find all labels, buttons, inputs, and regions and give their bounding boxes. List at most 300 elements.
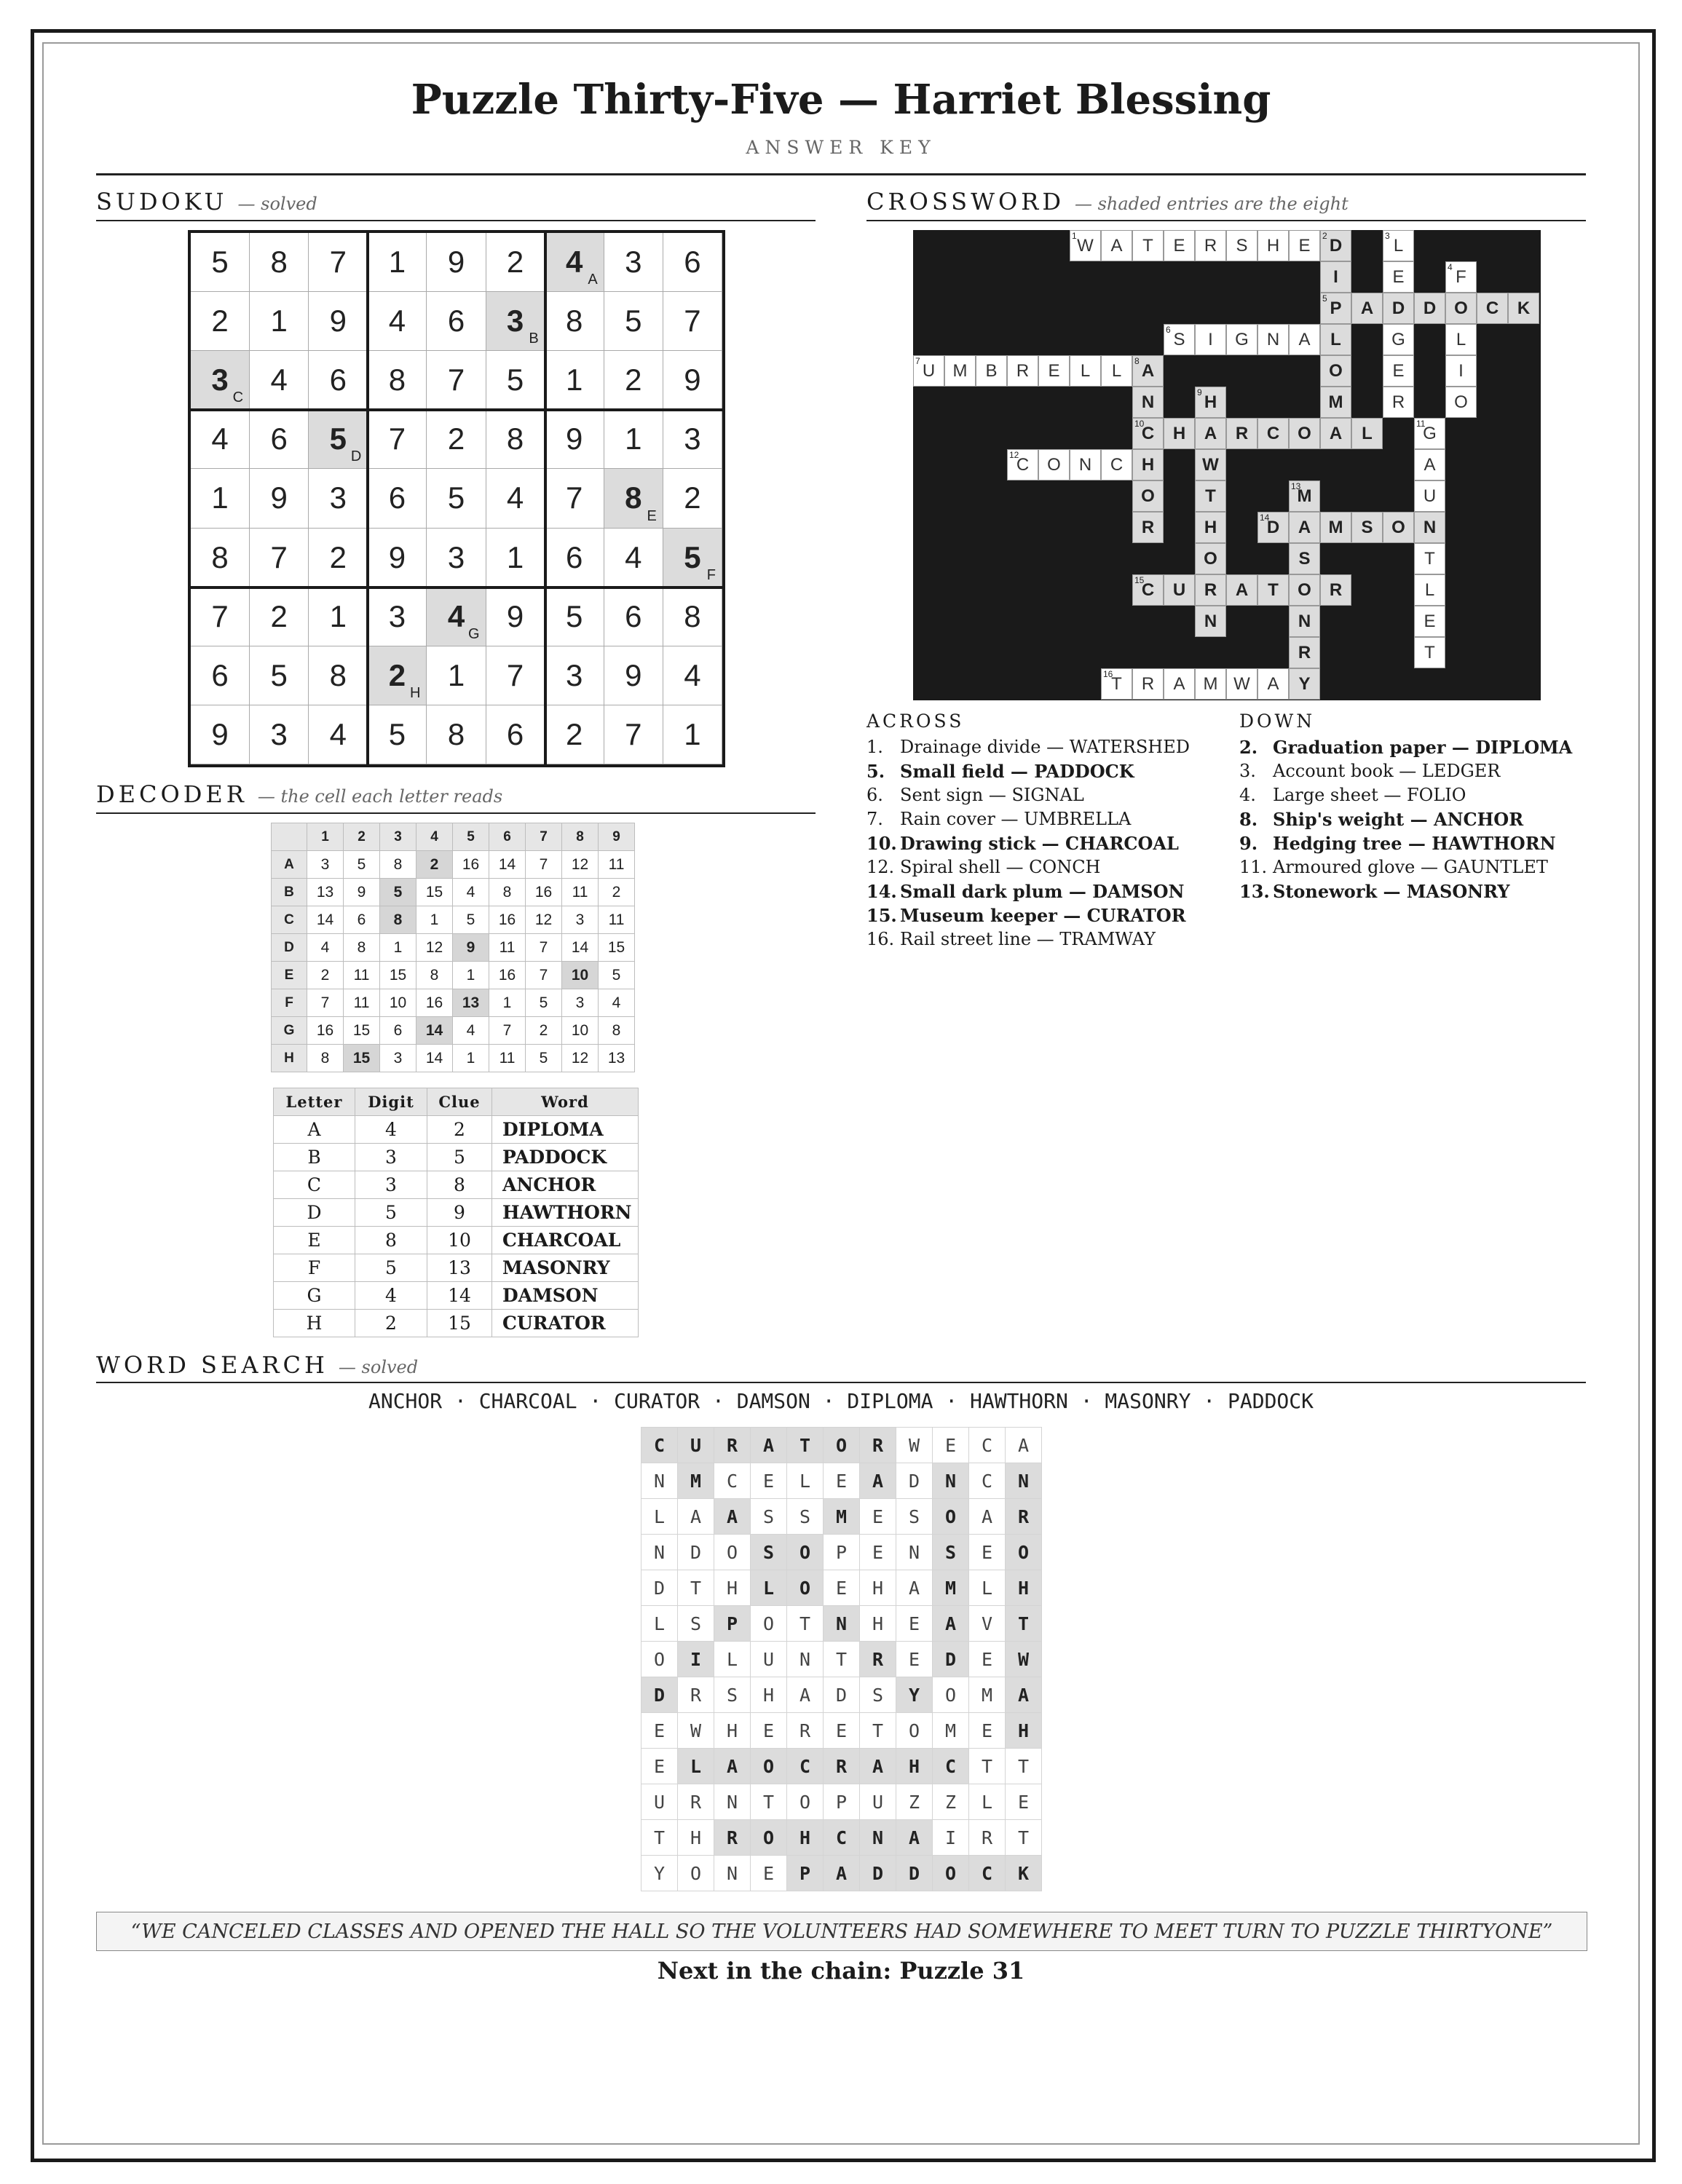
- decoder-cell: 14: [489, 851, 526, 879]
- word-search-cell: M: [933, 1570, 969, 1606]
- decoder-heading: [96, 780, 502, 808]
- clue-number: 1.: [866, 737, 883, 757]
- decoder-cell: 15: [344, 1017, 380, 1045]
- crossword-clue-number: 3: [1385, 231, 1390, 241]
- crossword-cell: [1195, 606, 1226, 637]
- decoder-row: [272, 989, 635, 1017]
- decoder-cell: 10: [562, 1017, 599, 1045]
- decoder-column-header: 1: [307, 823, 344, 851]
- sudoku-cell: [486, 646, 545, 705]
- word-search-cell: S: [896, 1499, 933, 1535]
- word-search-cell: Y: [896, 1677, 933, 1713]
- decoder-cell: 10: [562, 962, 599, 989]
- word-search-cell: Y: [641, 1856, 678, 1891]
- sudoku-cell: [368, 469, 427, 528]
- decoder-cell: 2: [526, 1017, 562, 1045]
- crossword-cell: [1508, 293, 1539, 324]
- crossword-cell: [1132, 230, 1164, 261]
- sudoku-digit: 4: [270, 363, 288, 397]
- clue-text: Rail street line — TRAMWAY: [900, 929, 1156, 949]
- key-column-header: Digit: [355, 1088, 427, 1116]
- crossword-letter: N: [1078, 454, 1092, 475]
- crossword-cell: [1226, 230, 1257, 261]
- decoder-cell: 7: [489, 1017, 526, 1045]
- key-word-cell: DAMSON: [492, 1282, 639, 1310]
- crossword-cell: [1101, 668, 1132, 700]
- crossword-letter: U: [1423, 486, 1437, 506]
- crossword-cell: [1477, 293, 1508, 324]
- key-header-row: [274, 1088, 639, 1116]
- sudoku-digit: 5: [211, 245, 229, 280]
- crossword-cell: [1289, 418, 1320, 449]
- word-search-cell: W: [1006, 1642, 1042, 1677]
- word-search-cell: L: [969, 1784, 1006, 1820]
- word-search-cell: M: [678, 1463, 714, 1499]
- decoder-cell: 12: [416, 934, 453, 962]
- word-search-cell: T: [787, 1606, 824, 1642]
- sudoku-digit: 4: [211, 422, 229, 456]
- sudoku-cell: [663, 587, 722, 646]
- crossword-letter: O: [1141, 486, 1155, 506]
- crossword-letter: M: [1328, 517, 1343, 537]
- sudoku-digit: 1: [270, 304, 288, 339]
- sudoku-cell: [427, 351, 486, 410]
- crossword-cell: [1132, 418, 1164, 449]
- word-search-cell: R: [969, 1820, 1006, 1856]
- decoder-cell: 9: [344, 879, 380, 906]
- word-search-rule: [96, 1382, 1586, 1383]
- sudoku-digit: 9: [566, 422, 583, 456]
- word-search-cell: E: [860, 1535, 896, 1570]
- clue-row: [1239, 783, 1572, 807]
- sudoku-digit: 9: [211, 716, 229, 751]
- crossword-cell: [1351, 512, 1383, 543]
- clue-number: 5.: [866, 761, 885, 782]
- key-column-header: Letter: [274, 1088, 355, 1116]
- decoder-cell: 13: [599, 1045, 635, 1072]
- crossword-letter: D: [1329, 235, 1343, 256]
- crossword-letter: W: [1233, 673, 1250, 694]
- crossword-cell: [1007, 355, 1038, 387]
- decoder-cell: 12: [562, 851, 599, 879]
- word-search-word-list: ANCHOR · CHARCOAL · CURATOR · DAMSON · DIPLOMA · HAWTHORN · MASONRY · PADDOCK: [368, 1389, 1314, 1413]
- sudoku-digit: 8: [211, 539, 229, 574]
- word-search-note: — solved: [338, 1357, 419, 1377]
- clue-number: 11.: [1239, 857, 1268, 877]
- sudoku-cell: [368, 646, 427, 705]
- clue-number: 7.: [866, 809, 883, 829]
- crossword-clue-number: 14: [1260, 513, 1270, 523]
- sudoku-heading: [96, 188, 317, 215]
- clue-row: [866, 831, 1190, 855]
- word-search-cell: C: [969, 1463, 1006, 1499]
- crossword-heading: [866, 188, 1349, 215]
- crossword-letter: N: [1298, 611, 1311, 631]
- crossword-letter: A: [1360, 298, 1374, 318]
- word-search-cell: M: [824, 1499, 860, 1535]
- crossword-note: — shaded entries are the eight: [1074, 194, 1349, 214]
- sudoku-digit: 6: [270, 422, 288, 456]
- key-cell: C: [274, 1171, 355, 1199]
- decoder-cell: 12: [562, 1045, 599, 1072]
- crossword-letter: F: [1456, 266, 1466, 287]
- crossword-letter: B: [985, 360, 998, 381]
- word-search-cell: S: [787, 1499, 824, 1535]
- clue-number: 6.: [866, 785, 883, 805]
- sudoku-digit: 7: [684, 304, 701, 339]
- key-row: [274, 1227, 639, 1254]
- crossword-letter: Y: [1298, 673, 1311, 694]
- word-search-cell: T: [1006, 1749, 1042, 1784]
- key-row: [274, 1254, 639, 1282]
- decoder-row: [272, 962, 635, 989]
- decoder-row: [272, 906, 635, 934]
- decoder-cell: 7: [307, 989, 344, 1017]
- word-search-cell: R: [824, 1749, 860, 1784]
- sudoku-digit: 8: [684, 598, 701, 633]
- sudoku-cell: [663, 705, 722, 764]
- sudoku-cell: [545, 233, 604, 292]
- crossword-clue-number: 4: [1448, 262, 1453, 272]
- crossword-cell: [1383, 293, 1414, 324]
- crossword-cell: [1320, 387, 1351, 418]
- sudoku-cell: [486, 233, 545, 292]
- decoder-cell: 7: [526, 962, 562, 989]
- word-search-cell: C: [787, 1749, 824, 1784]
- word-search-cell: C: [641, 1428, 678, 1463]
- word-search-cell: C: [824, 1820, 860, 1856]
- sudoku-digit: 4: [506, 480, 524, 515]
- crossword-cell: [1132, 449, 1164, 480]
- key-cell: 2: [355, 1310, 427, 1337]
- key-cell: 5: [427, 1144, 492, 1171]
- clue-number: 4.: [1239, 785, 1256, 805]
- crossword-cell: [1320, 261, 1351, 293]
- word-search-cell: E: [969, 1535, 1006, 1570]
- sudoku-cell: [427, 646, 486, 705]
- sudoku-digit: 1: [625, 422, 642, 456]
- word-search-row: [641, 1535, 1042, 1570]
- crossword-cell: [1383, 261, 1414, 293]
- word-search-cell: A: [678, 1499, 714, 1535]
- word-search-cell: U: [860, 1784, 896, 1820]
- word-search-cell: D: [678, 1535, 714, 1570]
- decoder-column-header: 4: [416, 823, 453, 851]
- crossword-letter: A: [1141, 360, 1155, 381]
- key-cell: 15: [427, 1310, 492, 1337]
- word-search-row: [641, 1856, 1042, 1891]
- crossword-letter: C: [1266, 423, 1280, 443]
- word-search-cell: I: [678, 1642, 714, 1677]
- decoder-cell: 14: [416, 1045, 453, 1072]
- word-search-cell: E: [896, 1642, 933, 1677]
- sudoku-cell: [545, 351, 604, 410]
- word-search-cell: D: [896, 1856, 933, 1891]
- crossword-letter: W: [1202, 454, 1219, 475]
- word-search-cell: O: [933, 1499, 969, 1535]
- crossword-letter: R: [1329, 579, 1343, 600]
- word-search-cell: R: [1006, 1499, 1042, 1535]
- crossword-cell: [1101, 355, 1132, 387]
- crossword-letter: G: [1235, 329, 1249, 349]
- word-search-cell: A: [896, 1570, 933, 1606]
- key-cell: E: [274, 1227, 355, 1254]
- crossword-cell: [1289, 574, 1320, 606]
- sudoku-cell: [604, 410, 663, 469]
- crossword-clue-number: 16: [1103, 669, 1113, 679]
- sudoku-cell: [604, 469, 663, 528]
- sudoku-digit: 6: [211, 657, 229, 692]
- decoder-cell: 6: [380, 1017, 416, 1045]
- clue-row: [866, 735, 1190, 759]
- sudoku-cell: [250, 292, 309, 351]
- crossword-letter: D: [1266, 517, 1280, 537]
- crossword-letter: O: [1204, 548, 1217, 569]
- crossword-letter: C: [1141, 423, 1155, 443]
- crossword-letter: O: [1454, 298, 1468, 318]
- crossword-cell: [1164, 418, 1195, 449]
- crossword-letter: L: [1424, 579, 1435, 600]
- sudoku-cell-letter: E: [647, 507, 657, 524]
- down-clue-list: [1239, 735, 1572, 903]
- crossword-cell: [1414, 293, 1445, 324]
- sudoku-cell: [604, 233, 663, 292]
- crossword-letter: D: [1391, 298, 1405, 318]
- decoder-cell: 8: [344, 934, 380, 962]
- word-search-cell: N: [860, 1820, 896, 1856]
- crossword-clue-number: 6: [1166, 325, 1171, 335]
- sudoku-cell: [663, 646, 722, 705]
- word-search-row: [641, 1463, 1042, 1499]
- sudoku-cell: [486, 529, 545, 587]
- clue-number: 14.: [866, 881, 897, 902]
- crossword-letter: U: [922, 360, 936, 381]
- sudoku-digit: 9: [447, 245, 465, 280]
- decoder-row-header: E: [272, 962, 307, 989]
- sudoku-digit: 2: [625, 363, 642, 397]
- crossword-letter: T: [1268, 579, 1279, 600]
- word-search-cell: A: [714, 1499, 751, 1535]
- key-cell: B: [274, 1144, 355, 1171]
- word-search-cell: L: [641, 1499, 678, 1535]
- crossword-cell: [1445, 355, 1477, 387]
- sudoku-cell: [604, 587, 663, 646]
- crossword-letter: O: [1298, 579, 1311, 600]
- crossword-clue-number: 12: [1009, 450, 1019, 460]
- word-search-cell: C: [969, 1856, 1006, 1891]
- crossword-cell: [1351, 418, 1383, 449]
- sudoku-digit: 1: [684, 716, 701, 751]
- decoder-cell: 12: [526, 906, 562, 934]
- crossword-cell: [1445, 293, 1477, 324]
- sudoku-digit: 7: [447, 363, 465, 397]
- decoder-cell: 10: [380, 989, 416, 1017]
- sudoku-box-divider: [544, 233, 547, 764]
- decoder-cell: 11: [599, 906, 635, 934]
- decoder-cell: 8: [307, 1045, 344, 1072]
- word-search-cell: S: [751, 1499, 787, 1535]
- word-search-cell: D: [860, 1856, 896, 1891]
- sudoku-digit: 7: [388, 422, 406, 456]
- crossword-cell: [1445, 261, 1477, 293]
- sudoku-digit: 1: [506, 539, 524, 574]
- sudoku-cell: [191, 233, 250, 292]
- crossword-cell: [1414, 606, 1445, 637]
- sudoku-digit: 1: [447, 657, 465, 692]
- word-search-cell: U: [751, 1642, 787, 1677]
- key-row: [274, 1282, 639, 1310]
- word-search-cell: A: [896, 1820, 933, 1856]
- word-search-cell: T: [1006, 1606, 1042, 1642]
- crossword-letter: E: [1298, 235, 1311, 256]
- decoder-cell: 1: [380, 934, 416, 962]
- word-search-row: [641, 1784, 1042, 1820]
- crossword-cell: [976, 355, 1007, 387]
- crossword-letter: H: [1204, 392, 1217, 412]
- crossword-cell: [1132, 574, 1164, 606]
- sudoku-digit: 6: [684, 245, 701, 280]
- sudoku-digit: 3: [566, 657, 583, 692]
- crossword-letter: O: [1391, 517, 1405, 537]
- key-cell: 8: [355, 1227, 427, 1254]
- decoder-cell: 5: [526, 989, 562, 1017]
- word-search-cell: T: [787, 1428, 824, 1463]
- word-search-grid: [641, 1427, 1042, 1891]
- crossword-letter: P: [1330, 298, 1342, 318]
- clue-text: Ship's weight — ANCHOR: [1273, 809, 1524, 830]
- crossword-letter: L: [1362, 423, 1373, 443]
- word-search-cell: C: [714, 1463, 751, 1499]
- sudoku-cell: [191, 529, 250, 587]
- sudoku-cell-letter: F: [706, 566, 716, 583]
- word-search-cell: I: [933, 1820, 969, 1856]
- decoder-cell: 16: [453, 851, 489, 879]
- crossword-cell: [1195, 543, 1226, 574]
- sudoku-cell: [427, 705, 486, 764]
- decoder-row: [272, 879, 635, 906]
- crossword-cell: [1195, 230, 1226, 261]
- sudoku-cell-letter: C: [232, 389, 244, 406]
- decoder-cell: 11: [344, 989, 380, 1017]
- decoder-row: [272, 851, 635, 879]
- clue-text: Museum keeper — CURATOR: [900, 905, 1186, 926]
- decoder-cell: 5: [344, 851, 380, 879]
- sudoku-digit: 8: [329, 657, 347, 692]
- decoder-column-header: 7: [526, 823, 562, 851]
- word-search-cell: C: [969, 1428, 1006, 1463]
- crossword-cell: [1132, 668, 1164, 700]
- decoder-column-header: 9: [599, 823, 635, 851]
- sudoku-cell: [250, 469, 309, 528]
- clue-row: [866, 807, 1190, 831]
- decoder-cell: 14: [307, 906, 344, 934]
- decoder-cell: 4: [453, 879, 489, 906]
- decoder-heading-text: DECODER: [96, 780, 248, 808]
- crossword-cell: [1132, 512, 1164, 543]
- sudoku-cell: [486, 292, 545, 351]
- sudoku-digit: 2: [388, 657, 406, 692]
- crossword-letter: U: [1172, 579, 1186, 600]
- decoder-cell: 7: [526, 851, 562, 879]
- key-word-cell: HAWTHORN: [492, 1199, 639, 1227]
- sudoku-cell: [545, 410, 604, 469]
- sudoku-cell: [545, 587, 604, 646]
- decoder-cell: 16: [416, 989, 453, 1017]
- word-search-cell: N: [714, 1856, 751, 1891]
- sudoku-cell: [545, 646, 604, 705]
- crossword-letter: N: [1266, 329, 1280, 349]
- clue-number: 12.: [866, 857, 895, 877]
- sudoku-digit: 6: [447, 304, 465, 339]
- sudoku-cell: [368, 529, 427, 587]
- word-search-cell: T: [969, 1749, 1006, 1784]
- word-search-cell: E: [824, 1713, 860, 1749]
- crossword-letter: A: [1267, 673, 1279, 694]
- sudoku-cell: [663, 233, 722, 292]
- page-subtitle: ANSWER KEY: [746, 137, 936, 158]
- crossword-cell: [1257, 324, 1289, 355]
- crossword-cell: [1257, 418, 1289, 449]
- crossword-letter: S: [1361, 517, 1373, 537]
- crossword-letter: M: [952, 360, 968, 381]
- sudoku-digit: 6: [506, 716, 524, 751]
- sudoku-digit: 9: [329, 304, 347, 339]
- crossword-letter: E: [1173, 235, 1185, 256]
- sudoku-digit: 6: [329, 363, 347, 397]
- crossword-cell: [1195, 449, 1226, 480]
- clue-text: Spiral shell — CONCH: [900, 857, 1101, 877]
- clue-number: 13.: [1239, 881, 1270, 902]
- sudoku-cell: [427, 410, 486, 469]
- key-cell: 5: [355, 1199, 427, 1227]
- sudoku-cell: [309, 292, 368, 351]
- clue-text: Hedging tree — HAWTHORN: [1273, 833, 1556, 854]
- word-search-cell: A: [824, 1856, 860, 1891]
- sudoku-cell: [191, 705, 250, 764]
- word-search-row: [641, 1606, 1042, 1642]
- word-search-cell: C: [933, 1749, 969, 1784]
- key-cell: 3: [355, 1171, 427, 1199]
- crossword-cell: [1132, 387, 1164, 418]
- sudoku-cell: [191, 587, 250, 646]
- word-search-cell: P: [787, 1856, 824, 1891]
- clue-row: [1239, 879, 1572, 903]
- clue-text: Drawing stick — CHARCOAL: [900, 833, 1179, 854]
- crossword-letter: R: [1298, 642, 1311, 662]
- word-search-cell: N: [714, 1784, 751, 1820]
- crossword-letter: C: [1141, 579, 1155, 600]
- crossword-letter: A: [1173, 673, 1185, 694]
- clue-number: 2.: [1239, 737, 1258, 758]
- decoder-note: — the cell each letter reads: [257, 786, 503, 807]
- clue-number: 15.: [866, 905, 897, 926]
- word-search-cell: T: [678, 1570, 714, 1606]
- decoder-cell: 4: [307, 934, 344, 962]
- crossword-letter: E: [1424, 611, 1436, 631]
- sudoku-digit: 3: [625, 245, 642, 280]
- decoder-cell: 2: [307, 962, 344, 989]
- clue-row: [866, 759, 1190, 783]
- decoder-grid: [271, 823, 635, 1072]
- key-row: [274, 1310, 639, 1337]
- crossword-cell: [1195, 418, 1226, 449]
- key-cell: 3: [355, 1144, 427, 1171]
- sudoku-digit: 6: [625, 598, 642, 633]
- decoder-cell: 5: [526, 1045, 562, 1072]
- crossword-cell: [1289, 480, 1320, 512]
- sudoku-digit: 3: [684, 422, 701, 456]
- sudoku-cell: [368, 410, 427, 469]
